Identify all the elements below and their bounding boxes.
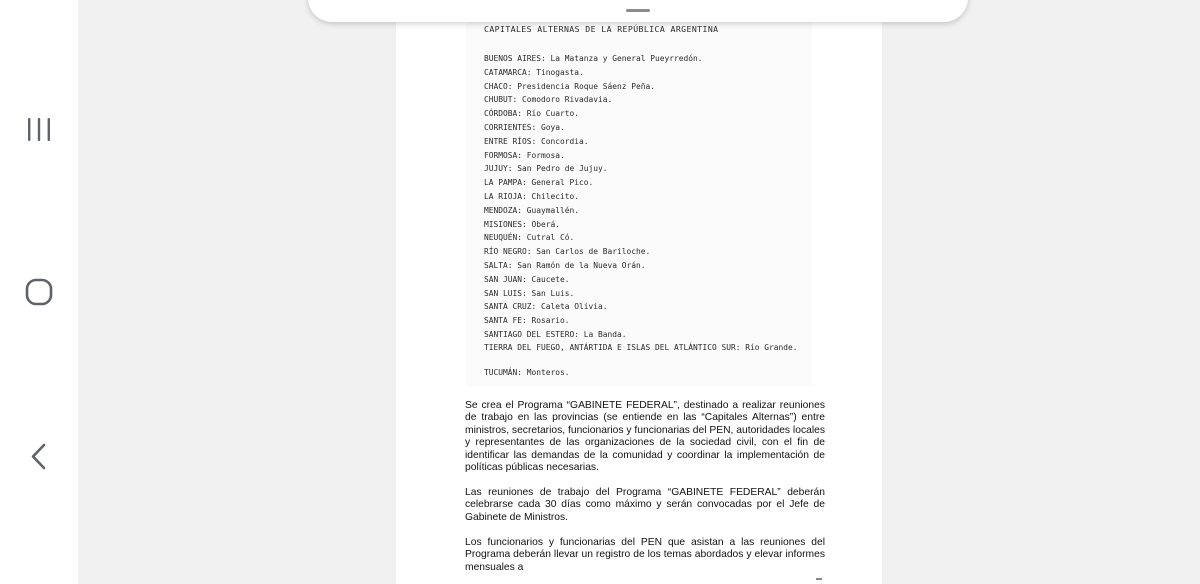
list-item: CHUBUT: Comodoro Rivadavia. [484,95,613,105]
list-item: SANTA FE: Rosario. [484,316,570,326]
list-item: LA RIOJA: Chilecito. [484,191,580,201]
annex-title: CAPITALES ALTERNAS DE LA REPÚBLICA ARGENTINA [484,24,719,34]
list-item: RÍO NEGRO: San Carlos de Bariloche. [484,247,651,257]
drag-handle[interactable] [626,9,650,12]
list-item: CORRIENTES: Goya. [484,122,565,132]
list-item: TIERRA DEL FUEGO, ANTÁRTIDA E ISLAS DEL ATLÁNTICO SUR: Río Grande. [484,342,798,352]
list-item: FORMOSA: Formosa. [484,150,565,160]
bottom-sheet-top[interactable] [308,0,968,22]
paragraph: Los funcionarios y funcionarias del PEN que asistan a las reuniones del Programa deberán llevar un registro de los temas abordados y elevar informes mensuales a [465,536,825,573]
list-item: SANTA CRUZ: Caleta Olivia. [484,302,608,312]
list-item: CATAMARCA: Tinogasta. [484,67,584,77]
back-icon [18,436,60,478]
list-item: LA PAMPA: General Pico. [484,178,594,188]
list-item: CHACO: Presidencia Roque Sáenz Peña. [484,81,656,91]
list-item: SAN LUIS: San Luis. [484,288,575,298]
page-edge-mark [816,578,822,580]
recent-apps-button[interactable] [18,108,60,150]
list-item: SANTIAGO DEL ESTERO: La Banda. [484,329,627,339]
list-item: JUJUY: San Pedro de Jujuy. [484,164,608,174]
list-item: MISIONES: Oberá. [484,219,561,229]
list-item: SAN JUAN: Caucete. [484,274,570,284]
list-item: SALTA: San Ramón de la Nueva Orán. [484,260,646,270]
paragraph: Las reuniones de trabajo del Programa “GABINETE FEDERAL” deberán celebrarse cada 30 días como máximo y serán convocadas por el Jefe de Gabinete de Ministros. [465,487,825,523]
list-item: NEUQUÉN: Cutral Có. [484,233,575,243]
list-item: CÓRDOBA: Río Cuarto. [484,109,580,119]
body-text [465,400,825,584]
list-item: BUENOS AIRES: La Matanza y General Pueyrredón. [484,54,703,63]
list-item: TUCUMÁN: Monteros. [484,367,570,377]
alternate-capitals-list [484,52,814,380]
list-item: MENDOZA: Guaymallén. [484,205,580,215]
list-item: ENTRE RÍOS: Concordia. [484,136,589,146]
system-navigation-bar [0,0,78,584]
back-button[interactable] [18,436,60,478]
document-page[interactable] [396,0,882,584]
home-button[interactable] [18,271,60,313]
paragraph: Se crea el Programa “GABINETE FEDERAL”, destinado a realizar reuniones de trabajo en las provincias (se entiende en las “Capitales Alternas”) entre ministros, secretarios, funcionarios y funcionarias del PEN, autoridades locales y representantes de las organizaciones de la sociedad civil, con el fin de identificar las demandas de la comunidad y coordinar la implementación de políticas públicas necesarias. [465,400,825,474]
recent-apps-icon [18,108,60,150]
home-icon [18,271,60,313]
